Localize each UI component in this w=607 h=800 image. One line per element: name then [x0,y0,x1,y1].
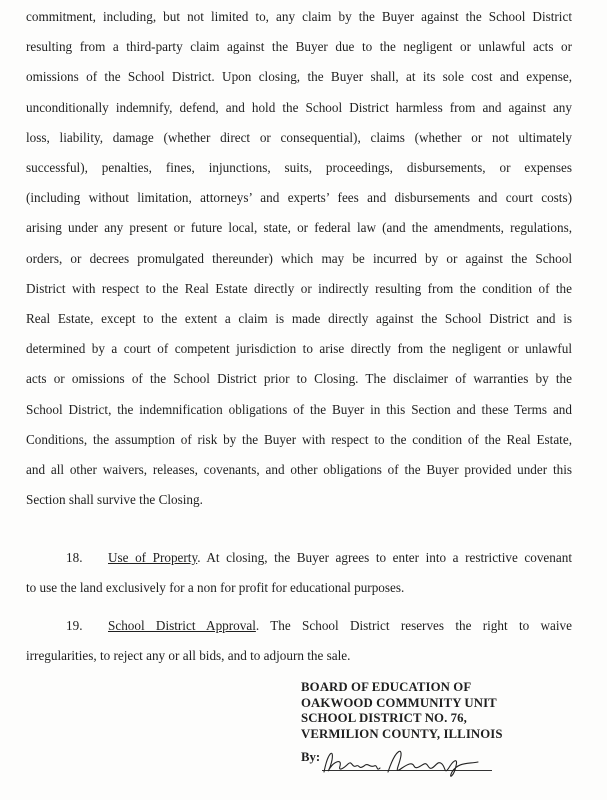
board-line: VERMILION COUNTY, ILLINOIS [301,726,503,741]
paragraph-line: omissions of the School District. Upon closing, the Buyer shall, at its sole cost and expense, [26,69,572,85]
paragraph-line: successful), penalties, fines, injunctions, suits, proceedings, disbursements, or expenses [26,160,572,176]
section-19-text: . The School District reserves the right to waive [255,618,572,633]
paragraph-line: determined by a court of competent jurisdiction to arise directly from the negligent or unlawful [26,341,572,357]
section-18-text: . At closing, the Buyer agrees to enter into a restrictive covenant [197,550,572,565]
paragraph-line: orders, or decrees promulgated thereunder) which may be incurred by or against the School [26,250,572,266]
section-18-line-2: to use the land exclusively for a non for profit for educational purposes. [26,580,405,596]
handwritten-signature [318,742,498,782]
paragraph-line: commitment, including, but not limited to, any claim by the Buyer against the School District [26,9,572,24]
paragraph-line: School District, the indemnification obligations of the Buyer in this Section and these Terms and [26,401,572,417]
signature-block-heading [301,680,503,742]
section-18-line-1 [26,543,572,573]
section-18 [26,543,572,603]
paragraph-line: Conditions, the assumption of risk by the Buyer with respect to the condition of the Real Estate, [26,431,572,447]
paragraph-line: and all other waivers, releases, covenants, and other obligations of the Buyer provided under this [26,462,572,478]
paragraph-line: unconditionally indemnify, defend, and hold the School District harmless from and against any [26,99,572,115]
board-line: OAKWOOD COMMUNITY UNIT [301,695,497,710]
paragraph-line: acts or omissions of the School District prior to Closing. The disclaimer of warranties by the [26,371,572,387]
paragraph-line: arising under any present or future local, state, or federal law (and the amendments, regulations, [26,220,572,236]
paragraph-line: District with respect to the Real Estate directly or indirectly resulting from the condition of the [26,280,572,296]
paragraph-line: loss, liability, damage (whether direct or consequential), claims (whether or not ultimately [26,129,572,145]
section-19-line-1 [26,611,572,641]
section-18-heading: Use of Property [108,550,198,565]
section-19 [26,611,572,671]
indemnification-paragraph [26,2,572,515]
paragraph-line: (including without limitation, attorneys’ and experts’ fees and disbursements and court costs) [26,190,572,206]
board-line: SCHOOL DISTRICT NO. 76, [301,711,467,725]
section-19-heading: School District Approval [108,618,256,633]
paragraph-line: Section shall survive the Closing. [26,492,203,508]
section-19-number: 19. [66,618,83,633]
board-line: BOARD OF EDUCATION OF [301,680,472,694]
section-18-number: 18. [66,550,83,565]
paragraph-line: Real Estate, except to the extent a claim is made directly against the School District and is [26,311,572,327]
paragraph-line: resulting from a third-party claim against the Buyer due to the negligent or unlawful acts or [26,39,572,55]
by-label: By: [301,750,321,764]
section-19-line-2: irregularities, to reject any or all bids, and to adjourn the sale. [26,648,351,664]
